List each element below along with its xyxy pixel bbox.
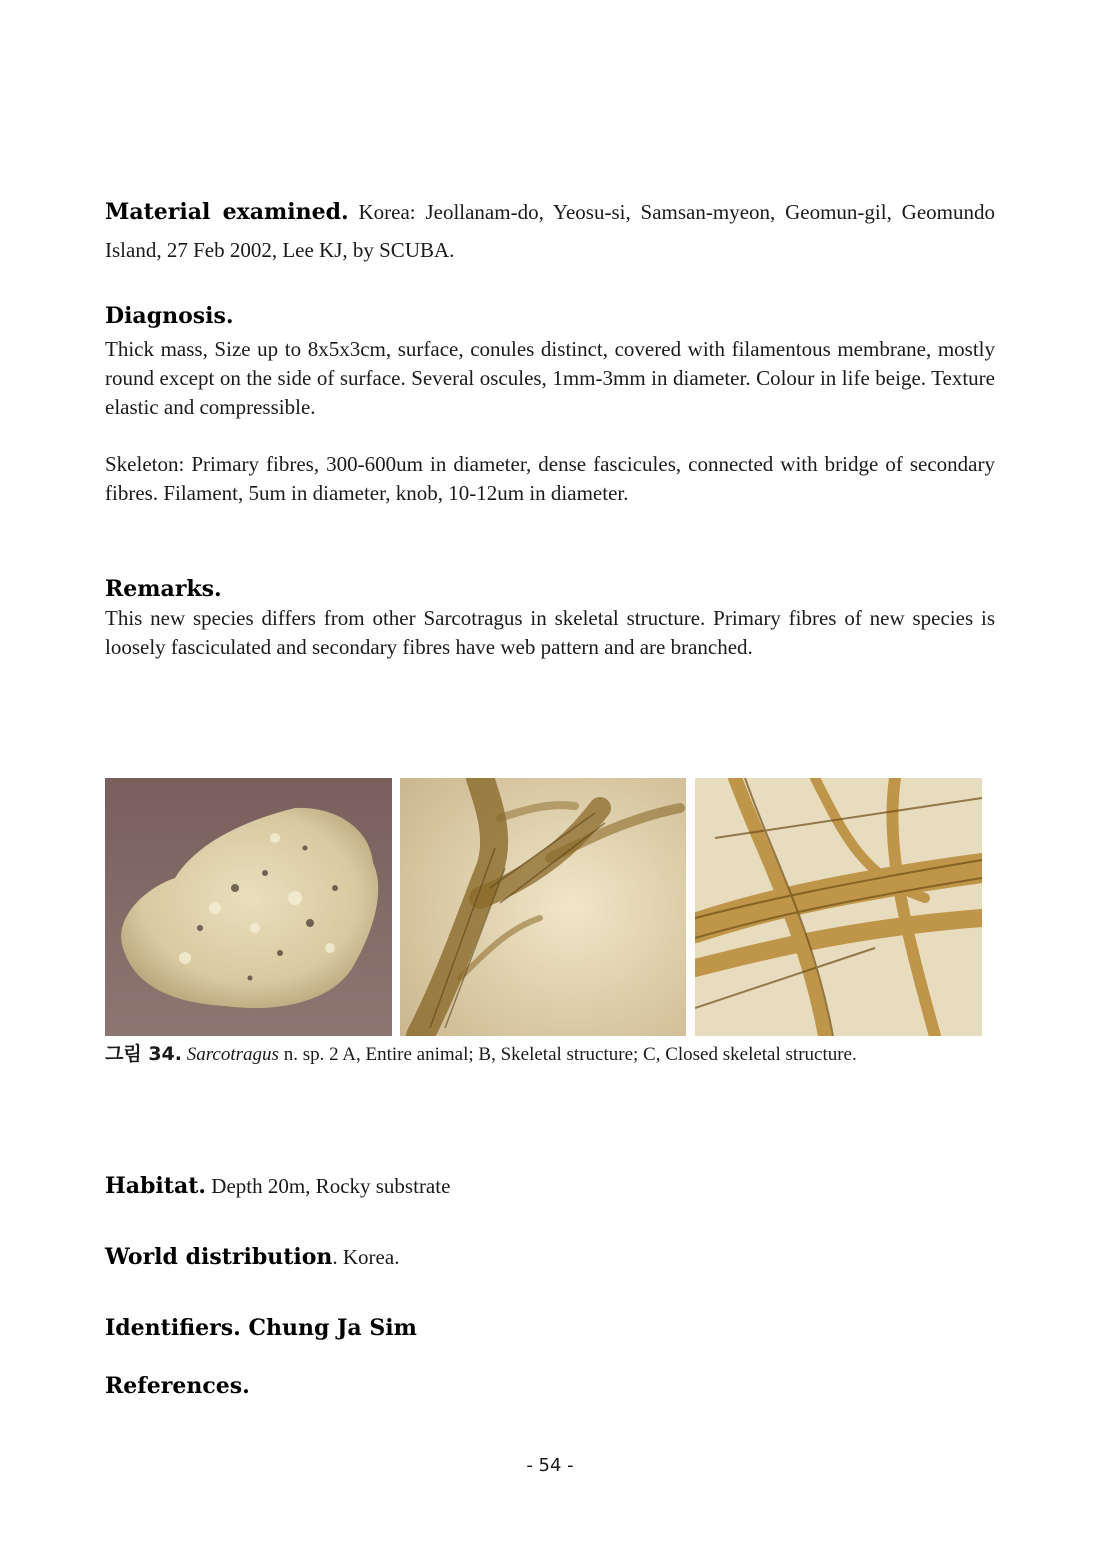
habitat-section bbox=[105, 1172, 995, 1201]
material-examined-text: Korea: Jeollanam-do, Yeosu-si, Samsan-myeon, Geomun-gil, Geomundo Island, 27 Feb 2002, Lee KJ, by SCUBA. bbox=[105, 200, 995, 262]
material-examined-section bbox=[105, 193, 995, 269]
diagnosis-skeleton: Skeleton: Primary fibres, 300-600um in diameter, dense fascicules, connected with bridge of secondary fibres. Filament, 5um in diameter, knob, 10-12um in diameter. bbox=[105, 452, 995, 505]
photo-closed-skeletal-structure bbox=[695, 778, 982, 1036]
figure-taxon: Sarcotragus bbox=[186, 1044, 279, 1065]
identifiers-heading: Identifiers. Chung Ja Sim bbox=[105, 1315, 417, 1341]
figure-number: 그림 34. bbox=[105, 1043, 182, 1065]
figure-34 bbox=[105, 778, 982, 1038]
distribution-section bbox=[105, 1243, 995, 1272]
references-heading: References. bbox=[105, 1373, 250, 1399]
distribution-text: . Korea. bbox=[332, 1245, 400, 1269]
distribution-heading: World distribution bbox=[105, 1244, 333, 1270]
diagnosis-body: Thick mass, Size up to 8x5x3cm, surface, conules distinct, covered with filamentous membrane, mostly round except on the side of surface. Several oscules, 1mm-3mm in diameter. Colour in life beige. Texture elastic and compressible. bbox=[105, 337, 995, 419]
figure-caption bbox=[105, 1038, 995, 1071]
diagnosis-section bbox=[105, 303, 995, 508]
page-number: - 54 - bbox=[526, 1455, 574, 1476]
references-section bbox=[105, 1372, 995, 1401]
remarks-body: This new species differs from other Sarcotragus in skeletal structure. Primary fibres of new species is loosely fasciculated and secondary fibres have web pattern and are branched. bbox=[105, 606, 995, 659]
identifiers-section bbox=[105, 1314, 995, 1343]
photo-skeletal-structure bbox=[400, 778, 686, 1036]
figure-caption-text: n. sp. 2 A, Entire animal; B, Skeletal structure; C, Closed skeletal structure. bbox=[278, 1044, 857, 1065]
photo-entire-animal bbox=[105, 778, 392, 1036]
material-examined-heading: Material examined. bbox=[105, 199, 349, 225]
remarks-section bbox=[105, 576, 995, 662]
diagnosis-heading: Diagnosis. bbox=[105, 303, 234, 329]
remarks-heading: Remarks. bbox=[105, 576, 222, 602]
habitat-heading: Habitat. bbox=[105, 1173, 207, 1199]
habitat-text: Depth 20m, Rocky substrate bbox=[206, 1174, 451, 1198]
